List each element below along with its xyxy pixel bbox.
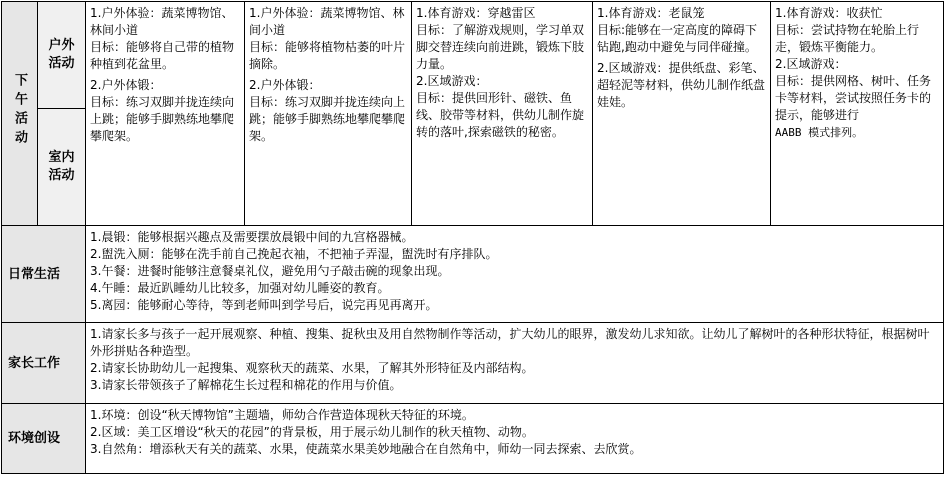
day1-line4: 目标：练习双脚并拢连续向上跳；能够手脚熟练地攀爬攀爬架。 bbox=[90, 95, 235, 143]
day5-line3: 2.区域游戏： bbox=[775, 57, 847, 71]
afternoon-activity-label: 下午活动 bbox=[12, 73, 27, 149]
daily-life-content bbox=[86, 226, 944, 323]
environment-item: 1.环境：创设“秋天博物馆”主题墙，师幼合作营造体现秋天特征的环境。 bbox=[90, 408, 474, 422]
daily-life-item: 5.离园：能够耐心等待，等到老师叫到学号后，说完再见再离开。 bbox=[90, 298, 438, 312]
day5-line1: 1.体育游戏：收获忙 bbox=[775, 6, 883, 20]
day4-line2: 目标:能够在一定高度的障碍下钻跑,跑动中避免与同伴碰撞。 bbox=[597, 23, 758, 54]
afternoon-day-2 bbox=[245, 2, 412, 226]
environment-row bbox=[2, 404, 944, 474]
environment-item: 2.区域：美工区增设“秋天的花园”的背景板，用于展示幼儿制作的秋天植物、动物。 bbox=[90, 425, 534, 439]
outdoor-label-line1: 户外 bbox=[48, 38, 75, 53]
outdoor-activity-label bbox=[38, 2, 86, 109]
daily-life-row bbox=[2, 226, 944, 323]
environment-item: 3.自然角：增添秋天有关的蔬菜、水果，使蔬菜水果美妙地融合在自然角中，师幼一同去探索、去欣赏。 bbox=[90, 442, 642, 456]
afternoon-activity-header bbox=[2, 2, 38, 226]
indoor-label-line2: 活动 bbox=[48, 168, 75, 183]
day1-line2: 目标：能够将自己带的植物种植到花盆里。 bbox=[90, 40, 235, 71]
day1-line1: 1.户外体验：蔬菜博物馆、林间小道 bbox=[90, 6, 234, 37]
day3-line2: 目标：了解游戏规则，学习单双脚交替连续向前进跳，锻炼下肢力量。 bbox=[416, 23, 585, 71]
day2-line2: 目标：能够将植物枯萎的叶片摘除。 bbox=[249, 40, 406, 71]
environment-header: 环境创设 bbox=[2, 404, 86, 474]
day2-line1: 1.户外体验：蔬菜博物馆、林间小道 bbox=[249, 6, 405, 37]
daily-life-item: 2.盥洗入厕：能够在洗手前自己挽起衣袖，不把袖子弄湿，盥洗时有序排队。 bbox=[90, 247, 498, 261]
parent-work-row bbox=[2, 323, 944, 404]
day4-line1: 1.体育游戏：老鼠笼 bbox=[597, 6, 705, 20]
daily-life-header: 日常生活 bbox=[2, 226, 86, 323]
parent-work-item: 2.请家长协助幼儿一起搜集、观察秋天的蔬菜、水果，了解其外形特征及内部结构。 bbox=[90, 361, 534, 375]
day1-line3: 2.户外体锻： bbox=[90, 78, 162, 92]
afternoon-day-5 bbox=[771, 2, 944, 226]
day3-line3: 2.区域游戏： bbox=[416, 74, 488, 88]
daily-life-item: 4.午睡：最近趴睡幼儿比较多，加强对幼儿睡姿的教育。 bbox=[90, 281, 390, 295]
afternoon-outdoor-row bbox=[2, 2, 944, 109]
day2-line3: 2.户外体锻： bbox=[249, 78, 321, 92]
afternoon-day-4 bbox=[593, 2, 771, 226]
day4-line3: 2.区域游戏：提供纸盘、彩笔、超轻泥等材料，供幼儿制作纸盘娃娃。 bbox=[597, 61, 766, 109]
parent-work-item: 3.请家长带领孩子了解棉花生长过程和棉花的作用与价值。 bbox=[90, 378, 402, 392]
parent-work-item: 1.请家长多与孩子一起开展观察、种植、搜集、捉秋虫及用自然物制作等活动，扩大幼儿的眼界，激发幼儿求知欲。让幼儿了解树叶的各种形状特征，根据树叶外形拼贴各种造型。 bbox=[90, 327, 930, 358]
day2-line4: 目标：练习双脚并拢连续向上跳；能够手脚熟练地攀爬攀爬架。 bbox=[249, 95, 406, 143]
parent-work-content bbox=[86, 323, 944, 404]
afternoon-day-1 bbox=[86, 2, 245, 226]
outdoor-label-line2: 活动 bbox=[48, 56, 75, 71]
day3-line1: 1.体育游戏：穿越雷区 bbox=[416, 6, 536, 20]
daily-life-item: 1.晨锻：能够根据兴趣点及需要摆放晨锻中间的九宫格器械。 bbox=[90, 230, 414, 244]
day5-line4: 目标：提供网格、树叶、任务卡等材料，尝试按照任务卡的提示，能够进行 bbox=[775, 74, 932, 122]
weekly-plan-table bbox=[1, 1, 944, 474]
parent-work-header: 家长工作 bbox=[2, 323, 86, 404]
indoor-activity-label bbox=[38, 109, 86, 226]
day5-line2: 目标：尝试持物在轮胎上行走，锻炼平衡能力。 bbox=[775, 23, 920, 54]
afternoon-day-3 bbox=[412, 2, 593, 226]
indoor-label-line1: 室内 bbox=[48, 150, 75, 165]
day3-line4: 目标：提供回形针、磁铁、鱼线、胶带等材料，供幼儿制作旋转的落叶,探索磁铁的秘密。 bbox=[416, 91, 585, 139]
daily-life-item: 3.午餐：进餐时能够注意餐桌礼仪，避免用勺子敲击碗的现象出现。 bbox=[90, 264, 450, 278]
day5-line5: AABB 模式排列。 bbox=[775, 126, 864, 139]
environment-content bbox=[86, 404, 944, 474]
